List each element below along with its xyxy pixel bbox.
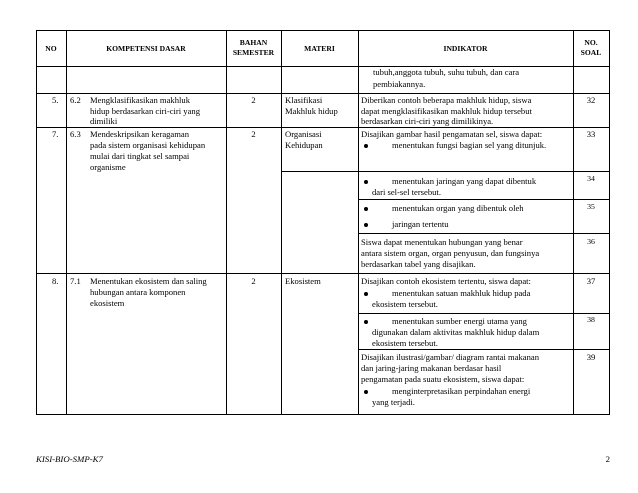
indikator-text: menentukan satuan makhluk hidup pada (392, 288, 531, 298)
kd-text: ekosistem (90, 298, 125, 308)
materi-text: Ekosistem (285, 276, 321, 286)
kd-text: Menentukan ekosistem dan saling (90, 276, 207, 286)
indikator-text: menginterpretasikan perpindahan energi (392, 386, 531, 396)
indikator-text: dari sel-sel tersebut. (372, 187, 441, 197)
indikator-text: Disajikan ilustrasi/gambar/ diagram rantai makanan (361, 352, 540, 362)
kd-number: 6.3 (70, 129, 81, 139)
materi-text: Organisasi (285, 129, 322, 139)
kd-number: 6.2 (70, 95, 81, 105)
indikator-text: Disajikan contoh ekosistem tertentu, siswa dapat: (361, 276, 531, 286)
table-border-top (36, 30, 610, 31)
kd-text: mulai dari tingkat sel sampai (90, 151, 190, 161)
semester-value: 2 (251, 95, 256, 105)
sub-row-divider (281, 171, 610, 172)
kd-text: Mendeskripsikan keragaman (90, 129, 190, 139)
indikator-text: dapat mengklasifikasikan makhluk hidup tersebut (361, 106, 532, 116)
indikator-text: pembiakannya. (373, 79, 426, 89)
header-divider (36, 66, 610, 67)
materi-text: Klasifikasi (285, 95, 323, 105)
kd-text: pada sistem organisasi kehidupan (90, 140, 206, 150)
table-border-bottom (36, 414, 610, 415)
row-divider (36, 273, 610, 274)
table-border-left (36, 30, 37, 415)
indikator-text: antara sistem organ, organ penyusun, dan fungsinya (361, 248, 540, 258)
kd-text: dimiliki (90, 116, 118, 126)
soal-number: 34 (587, 174, 595, 183)
indikator-text: yang terjadi. (372, 397, 415, 407)
column-divider (358, 30, 359, 415)
column-divider (66, 30, 67, 415)
header-materi: MATERI (304, 44, 335, 53)
header-semester: SEMESTER (232, 48, 275, 57)
page-number: 2 (605, 454, 610, 464)
kd-number: 7.1 (70, 276, 81, 286)
table-border-right (609, 30, 610, 415)
materi-text: Makhluk hidup (285, 106, 338, 116)
column-divider (226, 30, 227, 415)
indikator-text: tubuh,anggota tubuh, suhu tubuh, dan cara (373, 67, 520, 77)
indikator-text: berdasarkan ciri-ciri yang dimilikinya. (361, 116, 494, 126)
indikator-text: menentukan organ yang dibentuk oleh (392, 203, 524, 213)
indikator-text: Diberikan contoh beberapa makhluk hidup, siswa (361, 95, 532, 105)
bullet-icon (364, 320, 368, 324)
soal-number: 35 (587, 202, 595, 211)
bullet-icon (364, 390, 368, 394)
footer-doc-code: KISI-BIO-SMP-K7 (36, 454, 103, 464)
semester-value: 2 (251, 276, 256, 286)
bullet-icon (364, 292, 368, 296)
kd-text: hidup berdasarkan ciri-ciri yang (90, 106, 201, 116)
indikator-text: menentukan sumber energi utama yang (392, 316, 527, 326)
kd-text: organisme (90, 162, 126, 172)
row-number: 8. (52, 276, 59, 286)
semester-value: 2 (251, 129, 256, 139)
header-no-soal-1: NO. (584, 38, 598, 47)
header-no: NO (45, 44, 57, 53)
row-divider (36, 93, 610, 94)
indikator-text: ekosistem tersebut. (372, 338, 438, 348)
indikator-text: ekosistem tersebut. (372, 299, 438, 309)
indikator-text: Disajikan gambar hasil pengamatan sel, siswa dapat: (361, 129, 543, 139)
row-divider (36, 127, 610, 128)
header-no-soal-2: SOAL (580, 48, 602, 57)
indikator-text: Siswa dapat menentukan hubungan yang benar (361, 237, 523, 247)
materi-text: Kehidupan (285, 140, 323, 150)
indikator-text: dan jaring-jaring makanan berdasar hasil (361, 363, 502, 373)
indikator-text: pengamatan pada suatu ekosistem, siswa dapat: (361, 374, 525, 384)
column-divider (281, 30, 282, 415)
indikator-text: menentukan jaringan yang dapat dibentuk (392, 176, 537, 186)
bullet-icon (364, 144, 368, 148)
bullet-icon (364, 207, 368, 211)
soal-number: 32 (586, 95, 596, 105)
bullet-icon (364, 223, 368, 227)
indikator-text: digunakan dalam aktivitas makhluk hidup dalam (372, 327, 540, 337)
header-indikator: INDIKATOR (443, 44, 488, 53)
soal-number: 39 (586, 352, 596, 362)
soal-number: 38 (587, 315, 595, 324)
row-number: 7. (52, 129, 59, 139)
soal-number: 33 (586, 129, 596, 139)
kd-text: hubungan antara komponen (90, 287, 186, 297)
header-bahan: BAHAN (239, 38, 268, 47)
soal-number: 37 (586, 276, 596, 286)
header-kompetensi-dasar: KOMPETENSI DASAR (106, 44, 186, 53)
kd-text: Mengklasifikasikan makhluk (90, 95, 191, 105)
indikator-text: berdasarkan tabel yang disajikan. (361, 259, 476, 269)
soal-number: 36 (587, 237, 595, 246)
bullet-icon (364, 180, 368, 184)
indikator-text: menentukan fungsi bagian sel yang ditunjuk. (392, 140, 547, 150)
indikator-text: jaringan tertentu (392, 219, 449, 229)
row-number: 5. (52, 95, 59, 105)
